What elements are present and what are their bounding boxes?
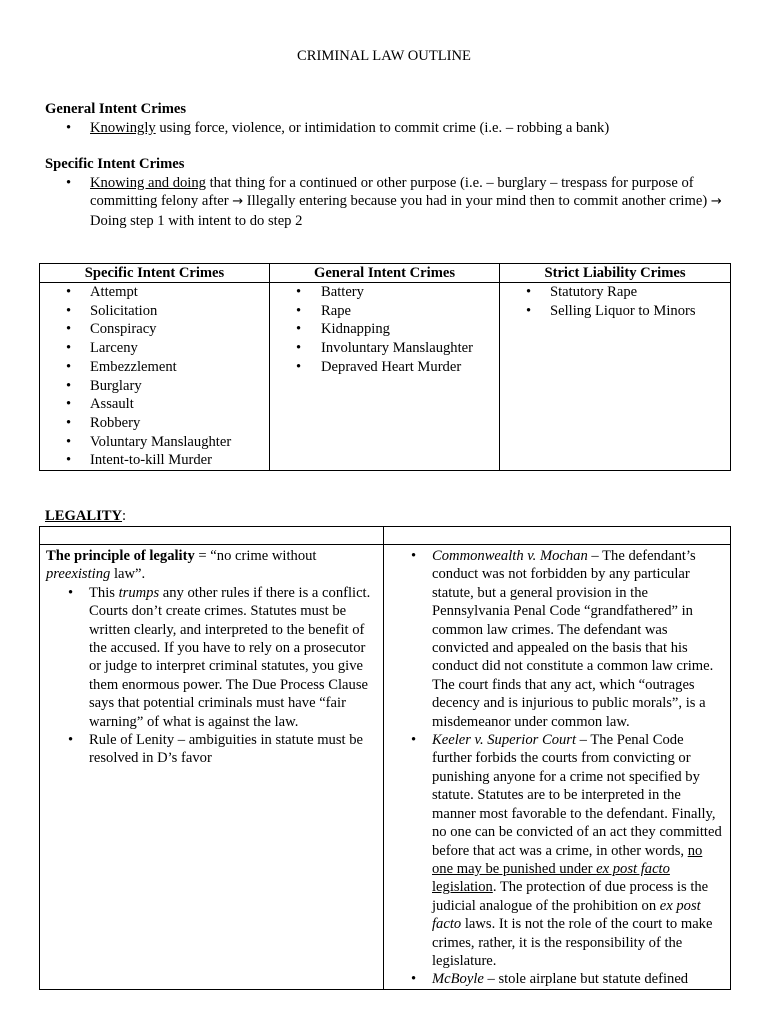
list-item: • Kidnapping	[270, 320, 499, 339]
general-crimes-cell	[270, 283, 500, 471]
strict-crimes-cell	[500, 283, 731, 471]
specific-intent-item	[66, 174, 726, 230]
legality-header-left	[40, 527, 384, 545]
text-run: . The protection of due process is the judicial analogue of the prohibition on	[432, 879, 709, 914]
list-item	[46, 584, 377, 731]
principle-eq: = “no crime without	[194, 548, 317, 564]
list-item: • Depraved Heart Murder	[270, 358, 499, 377]
legality-table	[39, 526, 731, 990]
column-header-strict: Strict Liability Crimes	[500, 264, 731, 283]
list-item: • Robbery	[40, 414, 269, 433]
case-text: – stole airplane but statute defined	[483, 971, 689, 988]
page-title: CRIMINAL LAW OUTLINE	[297, 48, 471, 64]
list-item: • Rape	[270, 302, 499, 321]
list-item: • Battery	[270, 283, 499, 302]
text-run: laws. It is not the role of the court to make crimes, rather, it is the responsibility of the legislature.	[432, 916, 713, 969]
list-item: • Selling Liquor to Minors	[500, 302, 730, 321]
strict-crimes-list	[500, 283, 730, 320]
principle-end: law”.	[110, 566, 146, 583]
case-item-keeler	[386, 731, 726, 970]
general-intent-underlined: Knowingly	[90, 120, 156, 136]
arrow-icon: →	[710, 194, 722, 210]
principle-bold: The principle of legality	[46, 548, 195, 564]
case-text: – The Penal Code further forbids the courts from convicting or punishing anyone for a crime not specified by statute. Statutes are to be interpreted in the manner most favorable to the defendant. Finally, no one can be convicted of an act they committed before that act was a crime, in other words,	[432, 732, 722, 859]
text-run: This	[89, 584, 119, 601]
specific-intent-list	[66, 174, 726, 230]
general-intent-list	[66, 119, 609, 137]
legality-label: LEGALITY	[45, 508, 123, 524]
legality-header-right	[384, 527, 731, 545]
text-run: any other rules if there is a conflict. Courts don’t create crimes. Statutes must be written clearly, and interpreted to the benefit of the accused. If you have to rely on a prosecutor or judge to interpret criminal statutes, you give them enormous power. The Due Process Clause says that potential criminals must have “fair warning” of what is against the law.	[89, 584, 371, 730]
text-italic: ex post facto	[596, 860, 670, 877]
text-run: legislation	[432, 879, 493, 896]
column-header-general: General Intent Crimes	[270, 264, 500, 283]
specific-intent-text-2: Illegally entering because you had in your mind then to commit another crime)	[243, 193, 711, 210]
specific-crimes-list	[40, 283, 269, 470]
specific-intent-underlined: Knowing and doing	[90, 175, 206, 191]
list-item: • Conspiracy	[40, 320, 269, 339]
text-italic: trumps	[118, 584, 160, 601]
specific-intent-text-3: Doing step 1 with intent to do step 2	[90, 212, 303, 229]
text-run: no one may be punished under	[432, 842, 703, 877]
case-item-mcboyle	[386, 970, 726, 988]
list-item: • Rule of Lenity – ambiguities in statute must be resolved in D’s favor	[46, 731, 377, 768]
legality-right-cell	[384, 545, 731, 990]
list-item: • Solicitation	[40, 302, 269, 321]
legality-colon: :	[122, 508, 127, 524]
specific-crimes-cell	[40, 283, 270, 471]
crimes-table	[39, 263, 731, 471]
case-name: Keeler v. Superior Court	[432, 732, 577, 749]
list-item: • Involuntary Manslaughter	[270, 339, 499, 358]
specific-intent-text-1: that thing for a continued or other purpose (i.e. – burglary – trespass for purpose of committing felony after	[90, 175, 694, 210]
list-item: • Statutory Rape	[500, 283, 730, 302]
specific-intent-heading: Specific Intent Crimes	[45, 156, 185, 172]
text-italic: ex post facto	[432, 897, 701, 933]
legality-left-list	[46, 584, 377, 768]
list-item: • Assault	[40, 395, 269, 414]
general-intent-text: using force, violence, or intimidation to commit crime (i.e. – robbing a bank)	[155, 120, 610, 136]
general-crimes-list	[270, 283, 499, 377]
principle-of-legality	[46, 547, 377, 584]
arrow-icon: →	[232, 194, 244, 210]
list-item: • Intent-to-kill Murder	[40, 451, 269, 470]
column-header-specific: Specific Intent Crimes	[40, 264, 270, 283]
general-intent-heading: General Intent Crimes	[45, 101, 187, 117]
case-name: McBoyle	[432, 971, 484, 988]
case-text: – The defendant’s conduct was not forbidden by any particular statute, but a general provision in the Pennsylvania Penal Code “grandfathered” in common law crimes. The defendant was convicted and appealed on the basis that his conduct did not constitute a common law crime. The court finds that any act, which “outrages decency and is injurious to public morals”, is a misdemeanor under common law.	[432, 548, 714, 730]
case-name: Commonwealth v. Mochan	[432, 548, 588, 564]
legality-heading	[45, 507, 126, 525]
case-item-mochan	[386, 547, 726, 731]
list-item: • Attempt	[40, 283, 269, 302]
list-item: • Embezzlement	[40, 358, 269, 377]
case-list	[386, 547, 726, 989]
principle-italic: preexisting	[46, 566, 111, 583]
list-item: • Larceny	[40, 339, 269, 358]
legality-left-cell	[40, 545, 384, 990]
list-item: • Voluntary Manslaughter	[40, 433, 269, 452]
list-item: • Burglary	[40, 377, 269, 396]
general-intent-item	[66, 119, 609, 137]
